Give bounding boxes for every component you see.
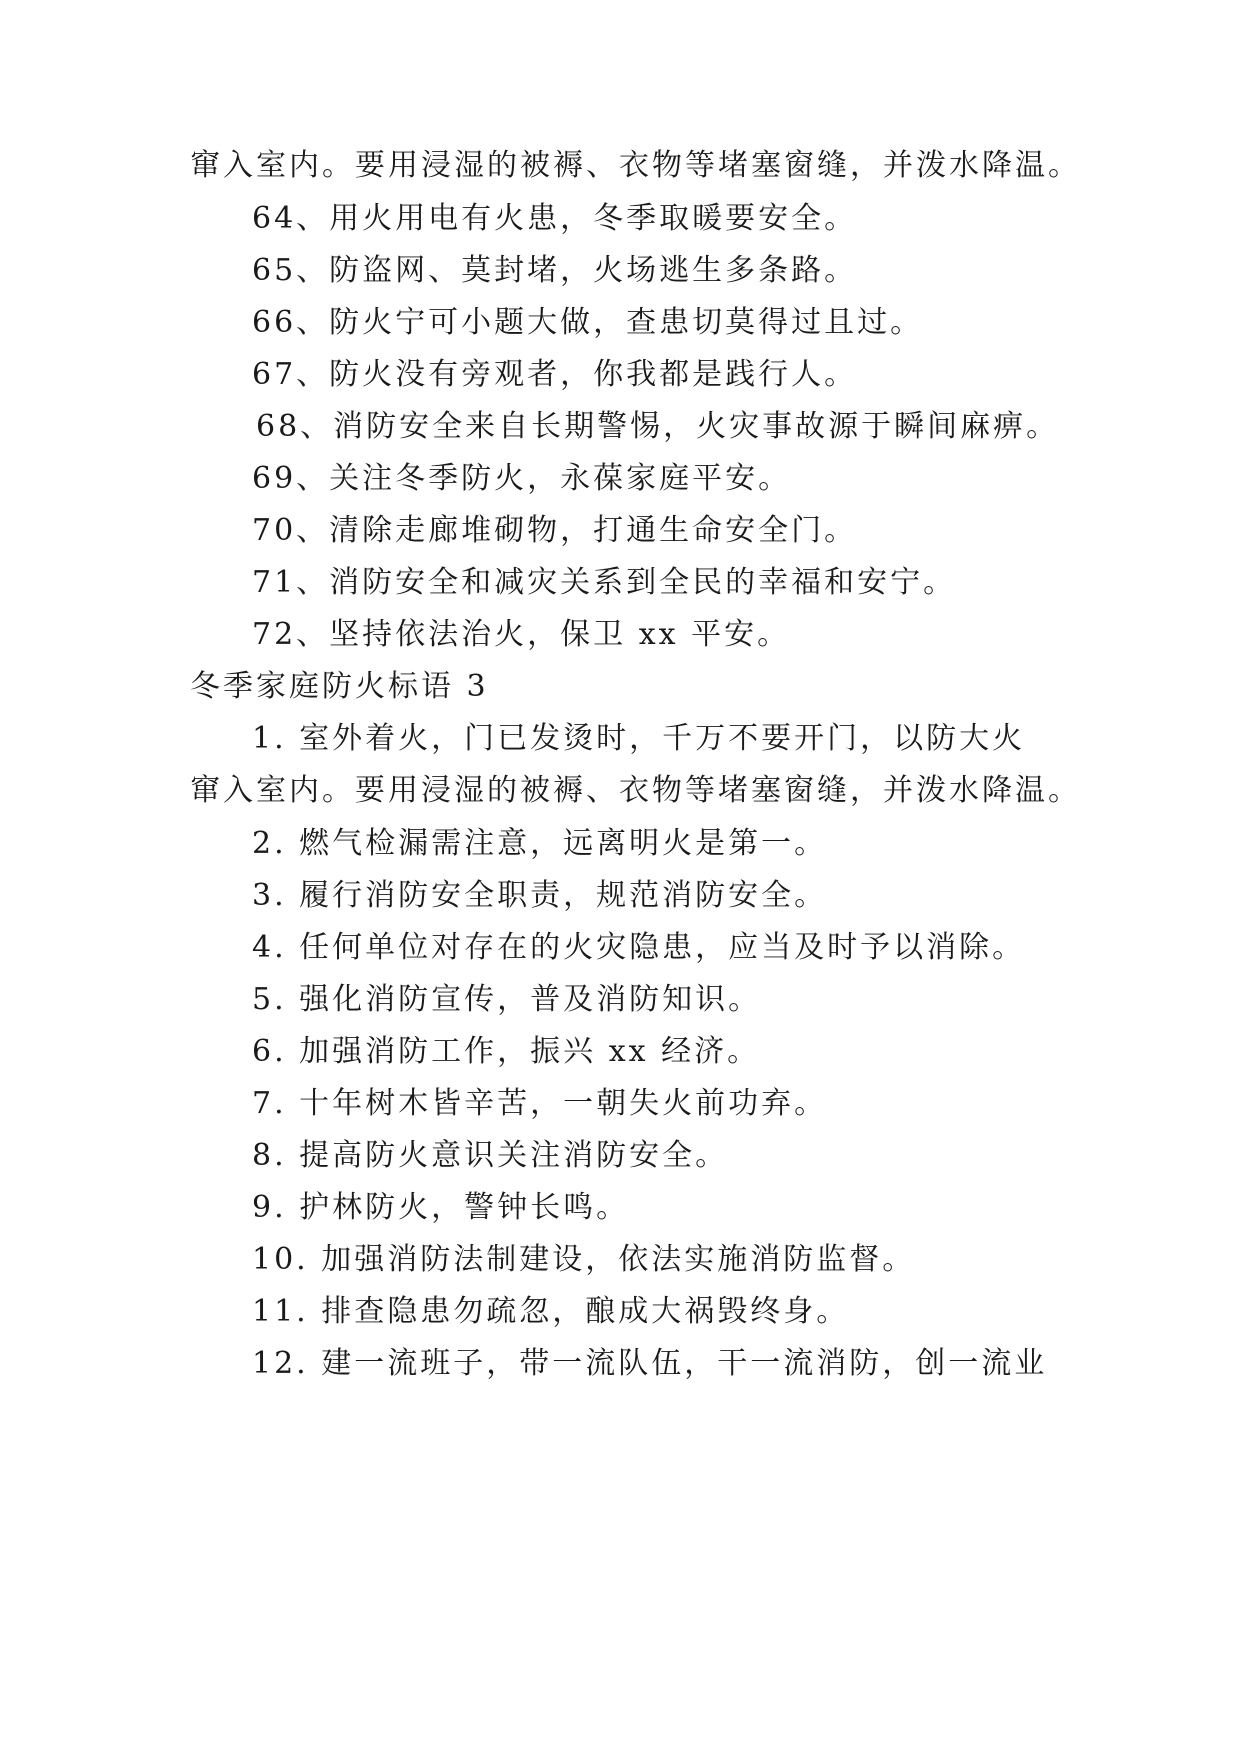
text-line: 72、坚持依法治火，保卫 xx 平安。 [252,617,791,652]
text-line: 67、防火没有旁观者，你我都是践行人。 [252,357,858,392]
text-line: 5. 强化消防宣传，普及消防知识。 [252,982,762,1017]
text-line: 64、用火用电有火患，冬季取暖要安全。 [252,201,858,236]
text-line: 1. 室外着火，门已发烫时，千万不要开门，以防大火 [252,721,1026,756]
text-line: 70、清除走廊堆砌物，打通生命安全门。 [252,513,858,548]
text-line: 7. 十年树木皆辛苦，一朝失火前功弃。 [252,1086,828,1121]
text-line: 10. 加强消防法制建设，依法实施消防监督。 [252,1242,916,1277]
text-line: 2. 燃气检漏需注意，远离明火是第一。 [252,826,828,861]
text-line: 69、关注冬季防火，永葆家庭平安。 [252,461,792,496]
text-line: 12. 建一流班子，带一流队伍，干一流消防，创一流业 [252,1346,1048,1381]
text-line: 8. 提高防火意识关注消防安全。 [252,1138,729,1173]
text-line: 65、防盗网、莫封堵，火场逃生多条路。 [252,253,858,288]
text-line: 3. 履行消防安全职责，规范消防安全。 [252,878,828,913]
text-line: 6. 加强消防工作，振兴 xx 经济。 [252,1034,761,1069]
text-line: 窜入室内。要用浸湿的被褥、衣物等堵塞窗缝，并泼水降温。 [190,148,1081,183]
text-line: 窜入室内。要用浸湿的被褥、衣物等堵塞窗缝，并泼水降温。 [190,773,1081,808]
text-line: 66、防火宁可小题大做，查患切莫得过且过。 [252,305,924,340]
text-line: 9. 护林防火，警钟长鸣。 [252,1190,630,1225]
section-heading: 冬季家庭防火标语 3 [190,669,489,704]
text-line: 68、消防安全来自长期警惕，火灾事故源于瞬间麻痹。 [256,409,1060,444]
text-line: 11. 排查隐患勿疏忽，酿成大祸毁终身。 [252,1294,850,1329]
text-line: 4. 任何单位对存在的火灾隐患，应当及时予以消除。 [252,930,1026,965]
text-line: 71、消防安全和减灾关系到全民的幸福和安宁。 [252,565,957,600]
